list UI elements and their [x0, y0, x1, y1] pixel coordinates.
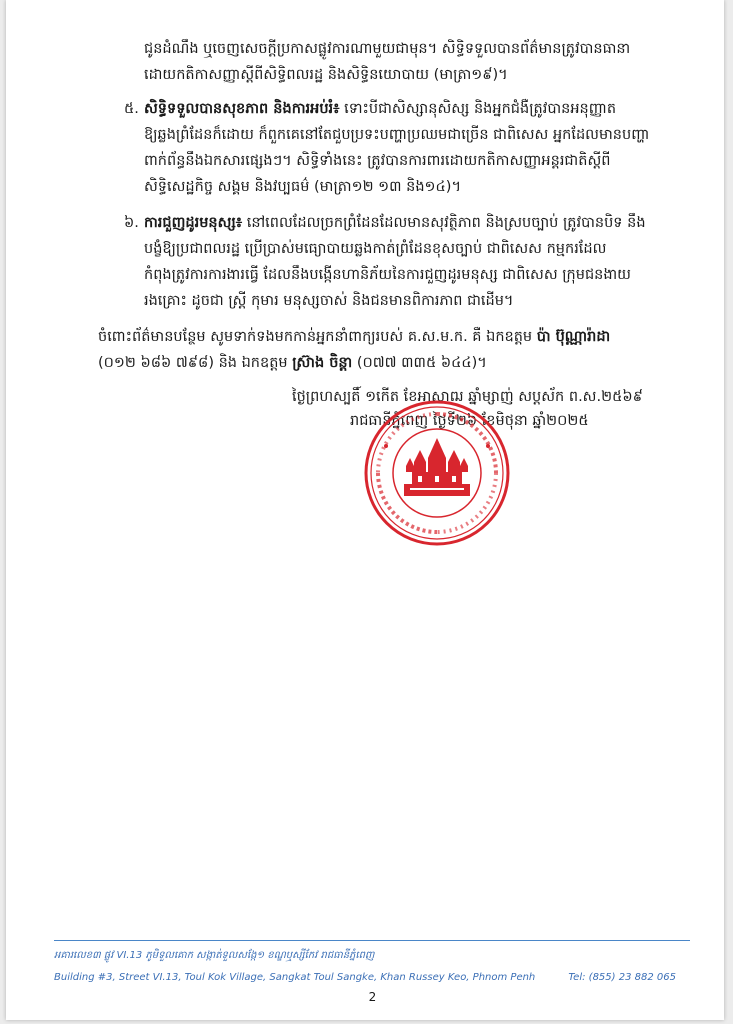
document-page [6, 0, 724, 1020]
contact-line-2 [98, 352, 487, 374]
paragraph-4-line-2: ដោយកតិកាសញ្ញាស្តីពីសិទ្ធិពលរដ្ឋ និងសិទ្ធិនយោបាយ (មាត្រា១៩)។ [144, 67, 508, 83]
contact-text-2: (០១២ ៦៨៦ ៧៩៨) និង ឯកឧត្តម [98, 355, 293, 371]
paragraph-6-heading: ការជួញដូរមនុស្ស៖ [144, 215, 243, 231]
paragraph-5-text: ទោះបីជាសិស្សានុសិស្ស និងអ្នកជំងឺត្រូវបានអនុញ្ញាត [339, 101, 617, 117]
contact-text-1: ចំពោះព័ត៌មានបន្ថែម សូមទាក់ទងមកកាន់អ្នកនាំពាក្យរបស់ គ.ស.ម.ក. គឺ ឯកឧត្តម [98, 329, 537, 345]
paragraph-6-line-3: កំពុងត្រូវការការងារធ្វើ ដែលនឹងបង្កើនហានិភ័យនៃការជួញដូរមនុស្ស ជាពិសេស ក្រុមជនងាយ [144, 267, 631, 283]
paragraph-5-number: ៥. [124, 101, 139, 117]
paragraph-6-line-2: បង្ខំឱ្យប្រជាពលរដ្ឋ ប្រើប្រាស់មធ្យោបាយឆ្លងកាត់ព្រំដែនខុសច្បាប់ ជាពិសេស កម្មករដែល [144, 241, 607, 257]
footer-address-khmer: អគារលេខ៣ ផ្លូវ VI.13 ភូមិទួលគោក សង្កាត់ទួលសង្កែ១ ខណ្ឌឬស្សីកែវ រាជធានីភ្នំពេញ [54, 950, 375, 961]
spokesperson-name-1: ប៉ា ប៊ុណ្ណារ៉ាដា [536, 329, 611, 345]
paragraph-5-line-1 [144, 98, 616, 120]
spokesperson-name-2: ស្រ៊ាង ចិន្តា [292, 355, 353, 371]
paragraph-5-line-4: សិទ្ធិសេដ្ឋកិច្ច សង្គម និងវប្បធម៌ (មាត្រា១២ ១៣ និង១៤)។ [144, 179, 461, 195]
paragraph-6-line-1 [144, 212, 646, 234]
footer-telephone: Tel: (855) 23 882 065 [568, 972, 676, 983]
contact-text-3: (០៧៧ ៣៣៥ ៦៤៤)។ [352, 355, 487, 371]
paragraph-4-line-1: ជូនដំណឹង ឬចេញសេចក្តីប្រកាសផ្លូវការណាមួយជាមុន។ សិទ្ធិទទួលបានព័ត៌មានត្រូវបានធានា [144, 41, 631, 57]
paragraph-5-line-3: ពាក់ព័ន្ធនឹងឯកសារផ្សេងៗ។ សិទ្ធិទាំងនេះ ត្រូវបានការពារដោយកតិកាសញ្ញាអន្តរជាតិស្តីពី [144, 153, 611, 169]
contact-line-1 [98, 326, 610, 348]
footer-address-english: Building #3, Street VI.13, Toul Kok Village, Sangkat Toul Sangke, Khan Russey Keo, Phnom Penh [54, 972, 536, 983]
paragraph-5-heading: សិទ្ធិទទួលបានសុខភាព និងការអប់រំ៖ [144, 101, 340, 117]
footer-divider [54, 940, 690, 941]
paragraph-6-number: ៦. [124, 215, 139, 231]
date-line-lunar: ថ្ងៃព្រហស្បតិ៍ ១កើត ខែអាសាឍ ឆ្នាំម្សាញ់ សប្តស័ក ព.ស.២៥៦៩ [292, 389, 643, 405]
date-line-solar: រាជធានីភ្នំពេញ ថ្ងៃទី២៦ ខែមិថុនា ឆ្នាំ២០២៥ [350, 413, 589, 429]
paragraph-5-line-2: ឱ្យឆ្លងព្រំដែនក៏ដោយ ក៏ពួកគេនៅតែជួបប្រទះបញ្ហាប្រឈមជាច្រើន ជាពិសេស អ្នកដែលមានបញ្ហា [144, 127, 650, 143]
page-number: 2 [368, 990, 377, 1004]
organization-seal-icon [362, 398, 512, 548]
paragraph-6-line-4: រងគ្រោះ ដូចជា ស្ត្រី កុមារ មនុស្សចាស់ និងជនមានពិការភាព ជាដើម។ [144, 293, 514, 309]
paragraph-6-text: នៅពេលដែលច្រកព្រំដែនដែលមានសុវត្ថិភាព និងស្របច្បាប់ ត្រូវបានបិទ នឹង [242, 215, 646, 231]
